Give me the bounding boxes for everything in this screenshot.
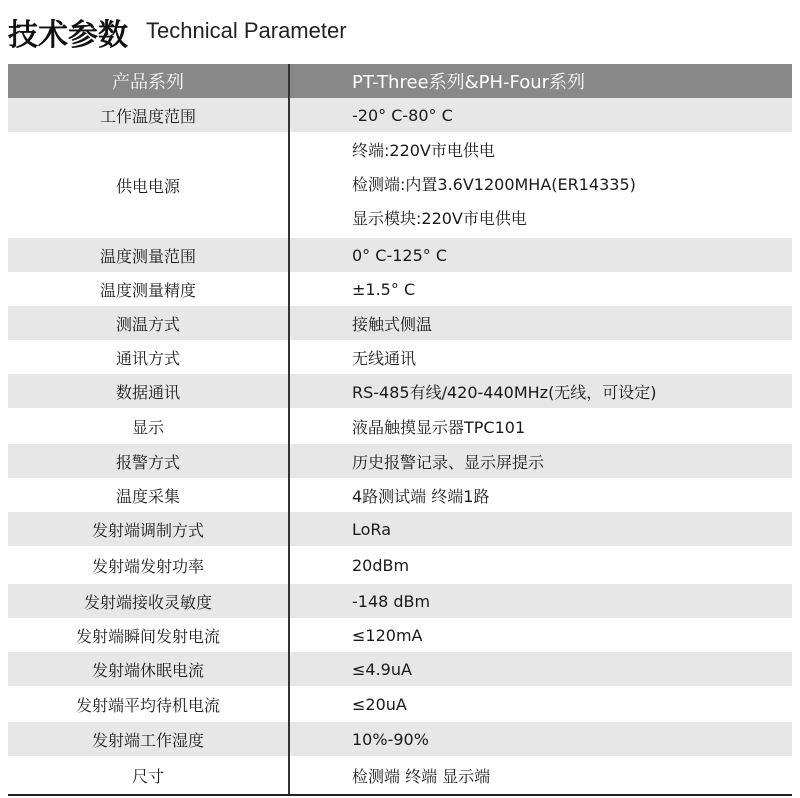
row-label: 通讯方式 [8,340,290,374]
row-value: ±1.5° C [352,279,416,299]
table-row [8,132,792,238]
table-row [8,98,792,132]
table-row [8,756,792,794]
table-row [8,546,792,584]
row-label: 发射端发射功率 [8,546,290,584]
row-label: 发射端工作湿度 [8,722,290,756]
row-value: 检测端 终端 显示端 [352,766,491,786]
header-left: 产品系列 [8,64,290,98]
table-row [8,686,792,722]
row-label: 温度采集 [8,478,290,512]
row-value: -20° C-80° C [352,105,453,125]
row-label: 发射端接收灵敏度 [8,584,290,618]
row-label: 尺寸 [8,756,290,794]
row-label: 发射端休眠电流 [8,652,290,686]
table-row [8,722,792,756]
row-value: LoRa [352,519,391,539]
row-label: 测温方式 [8,306,290,340]
table-row [8,652,792,686]
row-value: 20dBm [352,555,410,575]
row-label: 发射端平均待机电流 [8,686,290,722]
row-value: RS-485有线/420-440MHz(无线，可设定) [352,382,657,402]
title-row [0,0,800,62]
parameter-table [8,64,792,796]
table-header [8,64,792,98]
table-row [8,374,792,408]
table-row [8,272,792,306]
table-row [8,478,792,512]
row-label: 发射端瞬间发射电流 [8,618,290,652]
row-label: 供电电源 [8,132,290,238]
row-value: 4路测试端 终端1路 [352,486,490,506]
row-label: 发射端调制方式 [8,512,290,546]
row-value: 0° C-125° C [352,245,448,265]
table-row [8,444,792,478]
page-title: 技术参数 [8,18,128,53]
table-row [8,306,792,340]
row-value: 检测端:内置3.6V1200MHA(ER14335) [352,175,636,194]
row-value: ≤4.9uA [352,659,412,679]
row-value: 历史报警记录、显示屏提示 [352,452,545,472]
row-value: 液晶触摸显示器TPC101 [352,417,526,437]
table-row [8,238,792,272]
row-label: 工作温度范围 [8,98,290,132]
row-label: 温度测量精度 [8,272,290,306]
row-value: 接触式侧温 [352,314,433,334]
row-value: 10%-90% [352,729,429,749]
row-value: 终端:220V市电供电 [352,141,495,160]
table-row [8,618,792,652]
row-value: ≤20uA [352,694,407,714]
table-row [8,512,792,546]
table-row [8,340,792,374]
row-label: 温度测量范围 [8,238,290,272]
page-subtitle: Technical Parameter [146,18,347,43]
row-label: 报警方式 [8,444,290,478]
row-value: 无线通讯 [352,348,417,368]
table-row [8,408,792,444]
row-value: -148 dBm [352,591,431,611]
row-label: 显示 [8,408,290,444]
row-value: 显示模块:220V市电供电 [352,209,527,228]
table-row [8,584,792,618]
row-label: 数据通讯 [8,374,290,408]
header-right: PT-Three系列&PH-Four系列 [352,72,586,93]
row-value: ≤120mA [352,625,423,645]
